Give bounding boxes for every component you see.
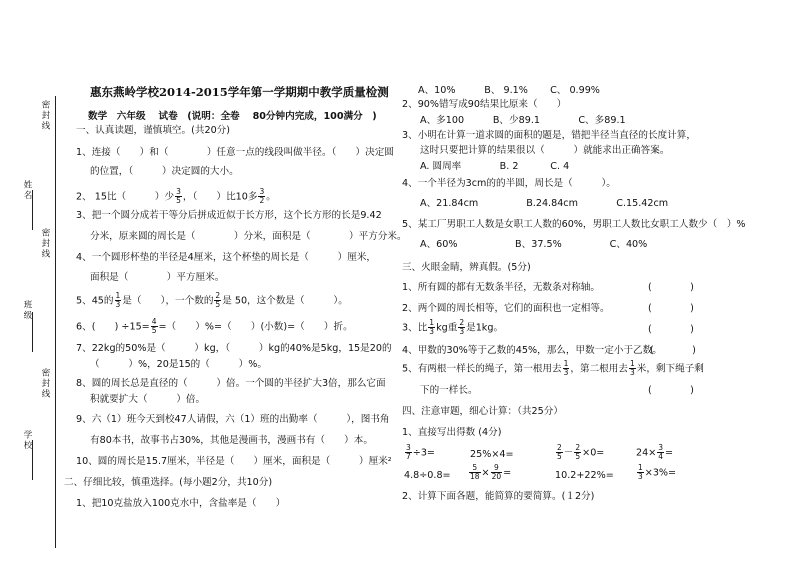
calc-item-4: 24× $\frac{3}{4}$ = bbox=[636, 443, 674, 461]
judge-5-blank: ( ) bbox=[648, 385, 694, 396]
choice-1-options: A、10% B、 9.1% C、 0.99% bbox=[418, 85, 600, 96]
name-blank bbox=[32, 190, 33, 230]
choice-3-line2: 这时只要把计算的结果很以（ ）就能求出正确答案。 bbox=[420, 145, 670, 156]
question-7-line1: 7、22kg的50%是（ ）kg，（ ）kg的40%是5kg，15是20的 bbox=[76, 343, 392, 354]
question-8-line1: 8、圆的周长总是直径的（ ）倍。一个圆的半径扩大3倍，那么它面 bbox=[76, 378, 386, 389]
question-9-line2: 有80本书，故事书占30%，其他是漫画书，漫画书有（ ）本。 bbox=[90, 435, 373, 446]
judge-4: 4、甲数的30%等于乙数的45%，那么，甲数一定小于乙数。 bbox=[402, 345, 662, 356]
judge-1: 1、所有圆的都有无数条半径，无数条对称轴。 bbox=[402, 282, 600, 293]
seal-line-label-3: 密封线 bbox=[40, 368, 50, 400]
question-3-line1: 3、把一个圆分成若干等分后拼成近似于长方形，这个长方形的长是9.42 bbox=[76, 210, 382, 221]
calc-item-1: $\frac{3}{7}$ ÷3= bbox=[406, 443, 435, 461]
choice-3-line1: 3、小明在计算一道求圆的面积的题是，错把半径当直径的长度计算， bbox=[402, 130, 696, 141]
section-3-heading: 三、火眼金睛，辨真假。(5分) bbox=[402, 262, 531, 273]
choice-1: 1、把10克盐放入100克水中，含盐率是（ ） bbox=[76, 498, 286, 509]
name-label: 姓名 bbox=[22, 180, 32, 201]
choice-3-options: A. 圆周率 B. 2 C. 4 bbox=[420, 161, 570, 172]
section-1-heading: 一、认真读题，谨慎填空。(共20分) bbox=[76, 125, 231, 136]
seal-line-label-2: 密封线 bbox=[40, 228, 50, 260]
question-1-line1: 1、连接（ ）和（ ）任意一点的线段叫做半径。（ ）决定圆 bbox=[76, 147, 394, 158]
section-2-heading: 二、仔细比较，慎重选择。(每小题2分，共10分) bbox=[64, 477, 273, 488]
calc-item-3: $\frac{2}{5}$ － $\frac{2}{5}$ ×0= bbox=[557, 443, 605, 461]
judge-1-blank: ( ) bbox=[648, 282, 694, 293]
question-7-line2: （ ）%，20是15的（ ）%。 bbox=[90, 359, 267, 370]
question-1-line2: 的位置，（ ）决定圆的大小。 bbox=[90, 166, 239, 177]
judge-4-blank: ( ) bbox=[650, 345, 696, 356]
calc-part-2-heading: 2、计算下面各题，能简算的要简算。(１2分) bbox=[402, 491, 595, 502]
question-5: 5、45的 $\frac{1}{3}$ 是（ ），一个数的 $\frac{2}{5}$ 是 50，这个数是（ ）。 bbox=[76, 291, 348, 309]
choice-4-options: A、21.84cm B.24.84cm C.15.42cm bbox=[420, 198, 669, 209]
school-blank bbox=[32, 440, 33, 480]
question-9-line1: 9、六（1）班今天到校47人请假，六（1）班的出勤率（ ），图书角 bbox=[76, 414, 390, 425]
question-4-line2: 面积是（ ）平方厘米。 bbox=[90, 272, 225, 283]
seal-line-label-1: 密封线 bbox=[40, 100, 50, 132]
question-6: 6、( ) ÷15= $\frac{4}{5}$ =（ ）%=（ ）(小数)=（ ）折。 bbox=[76, 317, 353, 335]
question-8-line2: 积就要扩大（ ）倍。 bbox=[90, 394, 206, 405]
judge-2-blank: ( ) bbox=[648, 303, 694, 314]
seal-line bbox=[55, 96, 56, 548]
judge-5-line1: 5、有两根一样长的绳子，第一根用去 $\frac{1}{3}$ ，第二根用去 $\frac{1}{3}$ 米，剩下绳子剩 bbox=[402, 359, 704, 377]
choice-2-options: A、多100 B、少89.1 C、多89.1 bbox=[420, 115, 626, 126]
judge-3: 3、比 $\frac{1}{3}$ kg重 $\frac{2}{3}$ 是1kg。 bbox=[402, 318, 504, 336]
page-subtitle: 数学 六年级 试卷 (说明：全卷 80分钟内完成，100满分 ) bbox=[88, 111, 377, 122]
page-title: 惠东燕岭学校2014-2015学年第一学期期中教学质量检测 bbox=[90, 85, 389, 99]
judge-2: 2、两个圆的周长相等，它们的面积也一定相等。 bbox=[402, 303, 610, 314]
calc-item-2: 25%×4= bbox=[470, 449, 514, 460]
choice-5: 5、某工厂男职工人数是女职工人数的60%，男职工人数比女职工人数少（ ）% bbox=[402, 219, 746, 230]
judge-3-blank: ( ) bbox=[648, 324, 694, 335]
judge-5-line2: 下的一样长。 bbox=[420, 385, 478, 396]
choice-4: 4、一个半径为3cm的的半圆，周长是（ ）。 bbox=[402, 178, 616, 189]
calc-item-6: $\frac{5}{18}$ × $\frac{9}{20}$ = bbox=[470, 463, 512, 481]
question-10: 10、圆的周长是15.7厘米，半径是（ ）厘米，面积是（ ）厘米² bbox=[76, 456, 392, 467]
calc-item-7: 10.2+22%= bbox=[555, 470, 614, 481]
question-2: 2、 15比（ ）少 $\frac{3}{5}$ ，（ ）比10多 $\frac{3}{2}$ 。 bbox=[76, 187, 276, 205]
choice-2: 2、90%错写成90结果比原来（ ） bbox=[402, 99, 567, 110]
class-label: 班级 bbox=[22, 300, 32, 321]
section-4-heading: 四、注意审题，细心计算：（共25分） bbox=[402, 406, 563, 417]
choice-5-options: A、60% B、37.5% C、40% bbox=[420, 239, 648, 250]
school-label: 学校 bbox=[22, 430, 32, 451]
question-3-line2: 分米，原来圆的周长是（ ）分米，面积是（ ）平方分米。 bbox=[90, 231, 407, 242]
calc-item-5: 4.8÷0.8= bbox=[404, 470, 451, 481]
question-4-line1: 4、一个圆形杯垫的半径是4厘米，这个杯垫的周长是（ ）厘米， bbox=[76, 252, 377, 263]
calc-item-8: $\frac{1}{3}$ ×3%= bbox=[638, 463, 677, 481]
calc-part-1-heading: 1、直接写出得数 (4分) bbox=[402, 427, 502, 438]
class-blank bbox=[32, 312, 33, 352]
